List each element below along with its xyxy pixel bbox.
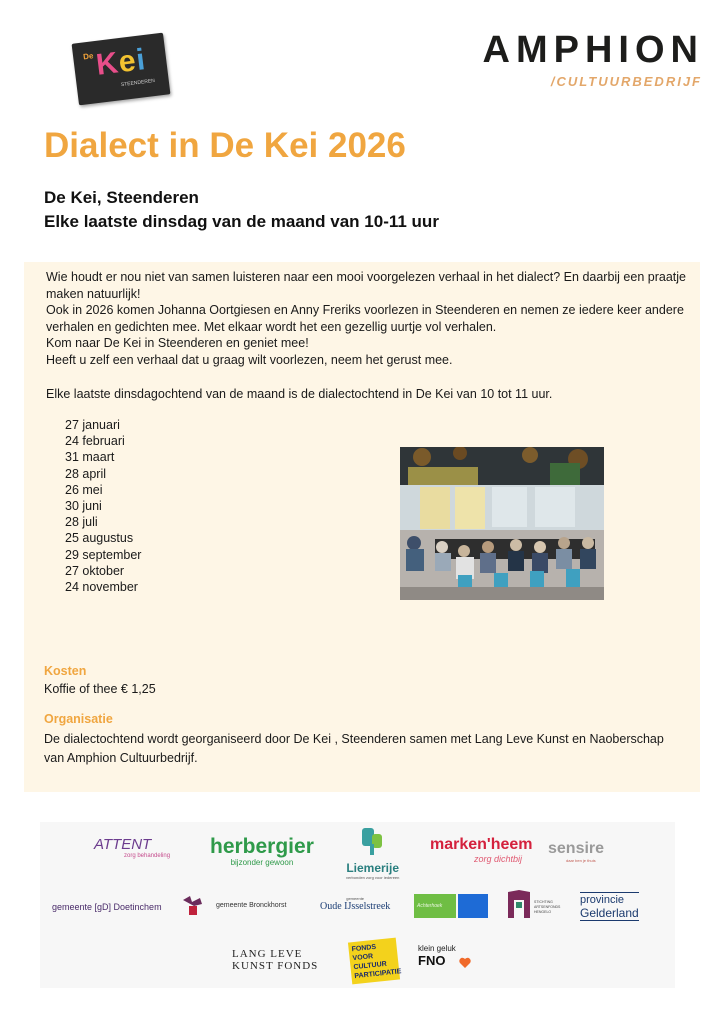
date-item: 27 oktober	[65, 563, 125, 578]
llkf-line-1: LANG LEVE	[232, 948, 303, 960]
intro-paragraph: Ook in 2026 komen Johanna Oortgiesen en Anny Freriks voorlezen in Steenderen en nemen ze iedere keer andere verhalen en gedichten mee. Met elkaar wordt het een gezellig uurtje vol verhalen.	[46, 303, 684, 334]
date-item: 24 februari	[65, 434, 125, 449]
oude-ijsselstreek-top: gemeente	[346, 896, 365, 901]
date-item: 25 augustus	[65, 531, 134, 546]
date-item: 27 januari	[65, 418, 120, 432]
subtitle-location: De Kei, Steenderen	[44, 188, 199, 207]
bronckhorst-logo	[180, 894, 287, 921]
organisation-text: De dialectochtend wordt georganiseerd door De Kei , Steenderen samen met Lang Leve Kunst en Naoberschap van Amphion Cultuurbedrijf.	[44, 732, 664, 765]
llkf-line-2: KUNST FONDS	[232, 960, 319, 972]
markenheem-sub: zorg dichtbij	[474, 854, 523, 864]
provincie-text: provincie	[580, 892, 639, 906]
date-item: 28 juli	[65, 515, 98, 530]
attent-name: ATTENT	[94, 836, 152, 853]
bronckhorst-icon	[180, 894, 206, 916]
achterhoek-logo	[414, 894, 488, 918]
lang-leve-kunst-fonds-logo	[232, 948, 318, 972]
costs-heading: Kosten	[44, 664, 87, 678]
klein-geluk-logo	[418, 944, 456, 968]
info-box	[24, 262, 700, 792]
intro-text	[46, 269, 686, 368]
de-kei-logo	[72, 33, 171, 106]
sensire-name: sensire	[548, 840, 605, 857]
event-photo	[400, 447, 604, 600]
doetinchem-logo: gemeente [gD] Doetinchem	[52, 902, 162, 912]
provincie-logo	[580, 892, 639, 921]
subtitle-schedule: Elke laatste dinsdag van de maand van 10-11 uur	[44, 212, 439, 231]
logo-sub-text: STEENDEREN	[120, 77, 156, 89]
amphion-sub: /CULTUURBEDRIJF	[550, 74, 702, 89]
herbergier-name: herbergier	[210, 835, 314, 858]
klein-geluk-text: klein geluk	[418, 944, 456, 953]
date-item: 30 juni	[65, 499, 102, 514]
date-item: 29 september	[65, 547, 142, 562]
subtitle	[44, 186, 439, 234]
fonds-cultuur-text: FONDS VOOR CULTUUR PARTICIPATIE	[351, 943, 402, 981]
stichting-icon	[506, 888, 532, 920]
markenheem-logo	[430, 836, 533, 864]
attent-logo	[94, 836, 170, 859]
liemerije-logo	[346, 826, 399, 880]
fno-text: FNO	[418, 953, 446, 968]
gelderland-text: Gelderland	[580, 906, 639, 920]
achterhoek-block: Achterhoek	[414, 894, 456, 918]
intro-paragraph: Heeft u zelf een verhaal dat u graag wilt voorlezen, neem het gerust mee.	[46, 352, 453, 367]
fonds-cultuur-logo	[348, 938, 400, 985]
amphion-name: AMPHION	[482, 29, 704, 71]
schedule-note: Elke laatste dinsdagochtend van de maand is de dialectochtend in De Kei van 10 tot 11 uur.	[46, 387, 553, 401]
date-list	[65, 417, 141, 595]
herbergier-sub: bijzonder gewoon	[230, 858, 294, 867]
intro-paragraph: Kom naar De Kei in Steenderen en geniet mee!	[46, 336, 309, 350]
liemerije-name: Liemerije	[346, 861, 400, 875]
partner-logos	[40, 822, 675, 988]
logo-kei-text: Kei	[94, 43, 148, 82]
page-title: Dialect in De Kei 2026	[44, 126, 406, 165]
stichting-name: STICHTING ARTSENFONDS HENGELO	[534, 900, 561, 914]
sensire-logo	[548, 840, 604, 863]
amphion-logo	[483, 30, 704, 89]
liemerije-sub: verbonden zorg voor iedereen	[346, 875, 400, 880]
oude-ijsselstreek-logo	[320, 896, 390, 912]
markenheem-name: marken'heem	[430, 836, 533, 853]
bronckhorst-name: gemeente Bronckhorst	[216, 902, 287, 909]
sensire-sub: daar ben je thuis	[566, 858, 596, 863]
date-item: 24 november	[65, 580, 138, 595]
attent-sub: zorg behandeling	[124, 853, 171, 859]
date-item: 28 april	[65, 466, 106, 481]
herbergier-logo	[210, 836, 314, 867]
costs-text: Koffie of thee € 1,25	[44, 682, 156, 696]
liemerije-icon	[358, 826, 388, 856]
organisation-heading: Organisatie	[44, 712, 113, 726]
oude-ijsselstreek-name: Oude IJsselstreek	[320, 901, 391, 912]
logo-de-text: De	[82, 51, 94, 62]
stichting-logo	[506, 888, 561, 925]
fno-heart-icon	[458, 956, 472, 970]
date-item: 26 mei	[65, 482, 103, 497]
date-item: 31 maart	[65, 450, 115, 465]
intro-paragraph: Wie houdt er nou niet van samen luisteren naar een mooi voorgelezen verhaal in het dialect? En daarbij een praatje maken natuurlijk!	[46, 270, 686, 301]
